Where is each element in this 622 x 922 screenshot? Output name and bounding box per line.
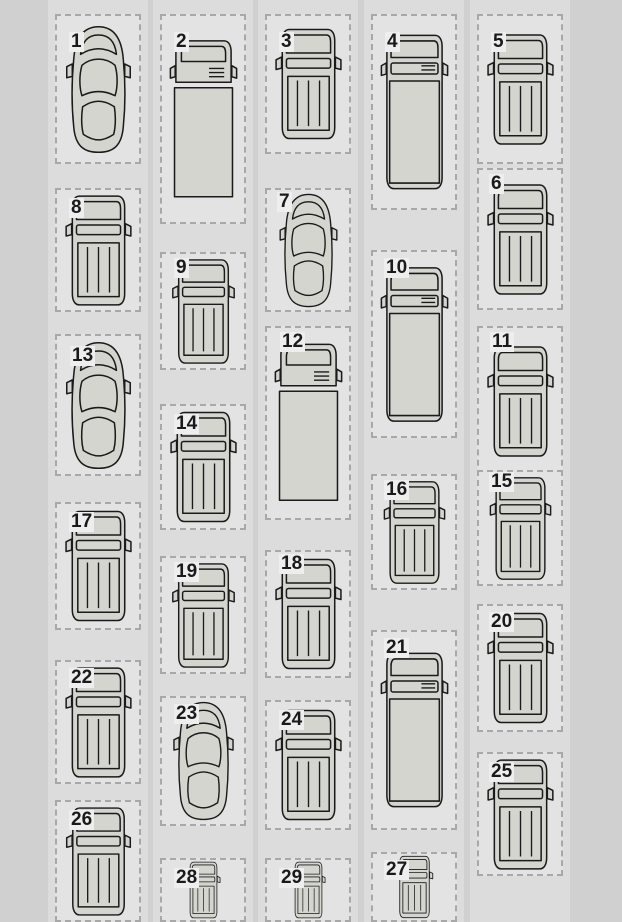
vehicle-suv-stall-18	[274, 554, 343, 674]
vehicle-suv-stall-17	[64, 506, 133, 626]
stall-label-9: 9	[176, 257, 187, 278]
vehicle-suv-stall-14	[169, 408, 238, 526]
stall-label-15: 15	[491, 471, 513, 492]
stall-label-13: 13	[72, 345, 94, 366]
vehicle-suv-stall-9	[169, 256, 238, 367]
vehicle-truck-stall-12	[274, 332, 343, 514]
stall-label-3: 3	[281, 31, 292, 52]
stall-label-1: 1	[71, 31, 82, 52]
stall-label-18: 18	[281, 553, 303, 574]
stall-label-12: 12	[282, 331, 304, 352]
drive-aisle-1	[148, 0, 153, 922]
stall-label-17: 17	[71, 511, 93, 532]
stall-label-20: 20	[491, 611, 513, 632]
vehicle-van-stall-4	[380, 20, 449, 204]
vehicle-suv-stall-19	[169, 560, 238, 671]
stall-label-29: 29	[281, 867, 303, 888]
vehicle-van-stall-21	[380, 636, 449, 824]
vehicle-truck-stall-2	[169, 21, 238, 218]
drive-aisle-2	[253, 0, 258, 922]
vehicle-sedan-stall-1	[64, 19, 133, 160]
stall-label-24: 24	[281, 709, 303, 730]
vehicle-sedan-stall-23	[169, 700, 238, 822]
drive-aisle-4	[464, 0, 470, 922]
vehicle-suv-stall-3	[274, 18, 343, 150]
stall-label-23: 23	[176, 703, 198, 724]
vehicle-suv-stall-29	[274, 860, 343, 920]
stall-label-22: 22	[71, 667, 93, 688]
stall-label-5: 5	[493, 31, 504, 52]
vehicle-suv-stall-28	[169, 860, 238, 920]
stall-label-25: 25	[491, 761, 513, 782]
vehicle-suv-stall-20	[486, 608, 555, 728]
stall-label-21: 21	[386, 637, 408, 658]
vehicle-van-stall-10	[380, 256, 449, 433]
stall-label-7: 7	[279, 191, 290, 212]
drive-aisle-left	[0, 0, 48, 922]
stall-label-14: 14	[176, 413, 198, 434]
stall-label-26: 26	[71, 809, 93, 830]
stall-label-10: 10	[386, 257, 408, 278]
drive-aisle-3	[358, 0, 364, 922]
drive-aisle-right	[570, 0, 622, 922]
vehicle-sedan-stall-13	[64, 339, 133, 472]
stall-label-28: 28	[176, 867, 198, 888]
vehicle-suv-stall-6	[486, 173, 555, 306]
vehicle-suv-stall-15	[486, 471, 555, 583]
vehicle-suv-stall-8	[64, 192, 133, 309]
stall-label-19: 19	[176, 561, 198, 582]
vehicle-suv-stall-5	[486, 19, 555, 160]
stall-label-27: 27	[386, 859, 408, 880]
vehicle-suv-stall-24	[274, 704, 343, 826]
vehicle-suv-stall-22	[64, 664, 133, 781]
vehicle-suv-stall-16	[380, 478, 449, 587]
stall-label-8: 8	[71, 197, 82, 218]
stall-label-11: 11	[492, 331, 513, 352]
stall-label-2: 2	[176, 31, 187, 52]
vehicle-sedan-stall-7	[274, 192, 343, 309]
vehicle-suv-stall-25	[486, 756, 555, 873]
vehicle-suv-stall-11	[486, 331, 555, 472]
stall-label-4: 4	[387, 31, 398, 52]
vehicle-suv-stall-27	[380, 854, 449, 920]
vehicle-suv-stall-26	[64, 804, 133, 919]
stall-label-16: 16	[386, 479, 408, 500]
stall-label-6: 6	[491, 173, 502, 194]
